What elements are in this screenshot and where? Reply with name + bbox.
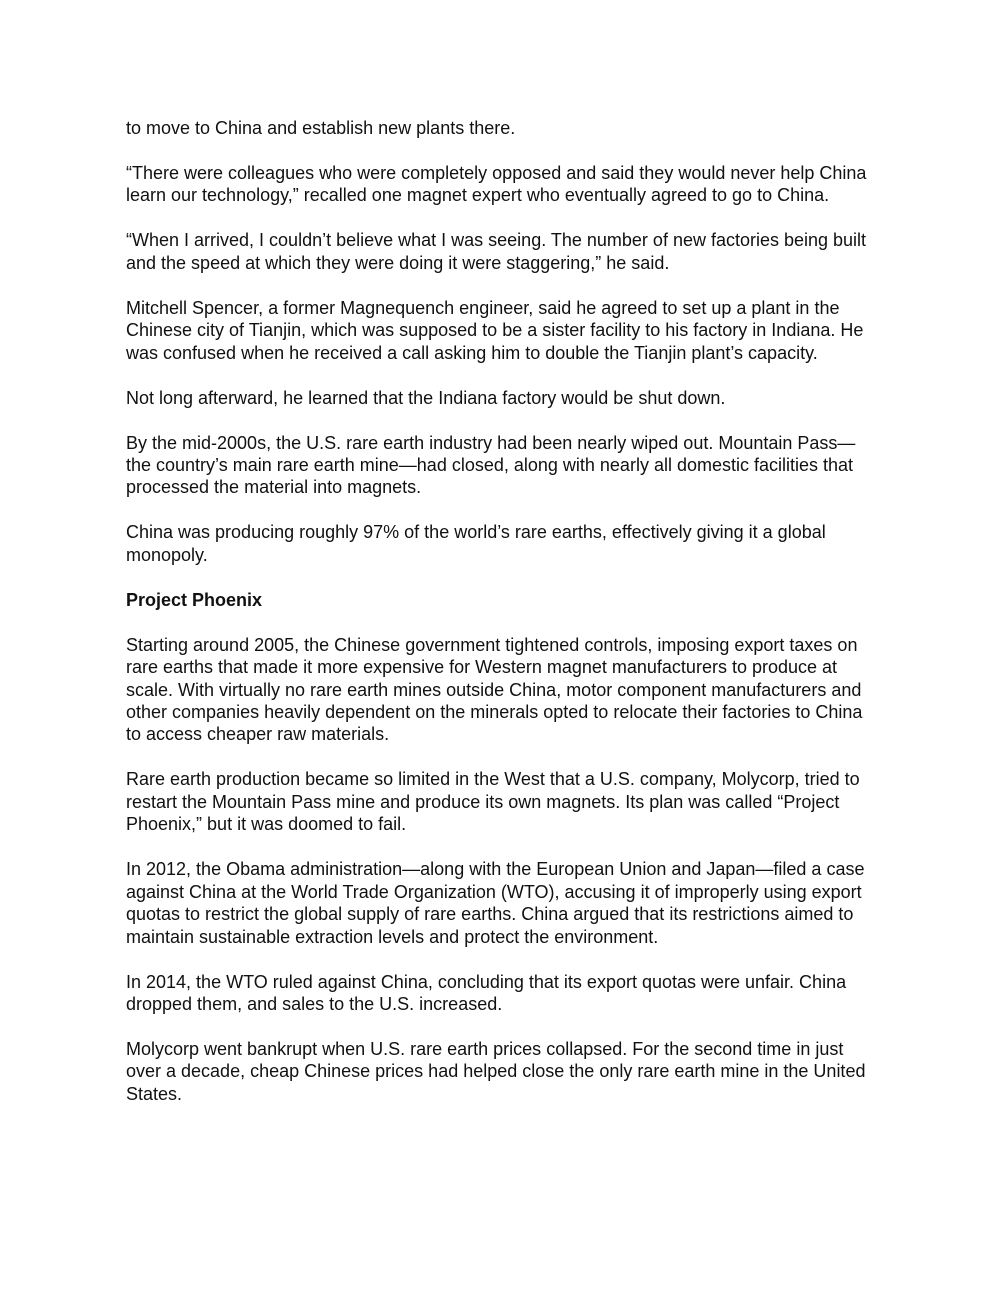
paragraph-arrival-quote: “When I arrived, I couldn’t believe what I was seeing. The number of new factories being built and the speed at which they were doing it were staggering,” he said.: [126, 230, 867, 273]
paragraph-colleagues-quote: “There were colleagues who were completely opposed and said they would never help China learn our technology,” recalled one magnet expert who eventually agreed to go to China.: [126, 163, 867, 206]
paragraph-indiana-shutdown: Not long afterward, he learned that the Indiana factory would be shut down.: [126, 387, 726, 408]
paragraph-wto-case: In 2012, the Obama administration—along with the European Union and Japan—filed a case against China at the World Trade Organization (WTO), accusing it of improperly using export quotas to restrict the global supply of rare earths. China argued that its restrictions aimed to maintain sustainable extraction levels and protect the environment.: [126, 859, 865, 947]
paragraph-molycorp-bankrupt: Molycorp went bankrupt when U.S. rare earth prices collapsed. For the second time in just over a decade, cheap Chinese prices had helped close the only rare earth mine in the United States.: [126, 1038, 866, 1104]
section-heading: Project Phoenix: [126, 589, 263, 610]
paragraph-mitchell-spencer: Mitchell Spencer, a former Magnequench engineer, said he agreed to set up a plant in the Chinese city of Tianjin, which was supposed to be a sister facility to his factory in Indiana. He was confused when he received a call asking him to double the Tianjin plant’s capacity.: [126, 297, 864, 363]
paragraph-export-controls: Starting around 2005, the Chinese government tightened controls, imposing export taxes on rare earths that made it more expensive for Western magnet manufacturers to produce at scale. With virtually no rare earth mines outside China, motor component manufacturers and other companies heavily dependent on the minerals opted to relocate their factories to China to access cheaper raw materials.: [126, 634, 863, 745]
paragraph-molycorp-phoenix: Rare earth production became so limited in the West that a U.S. company, Molycorp, tried to restart the Mountain Pass mine and produce its own magnets. Its plan was called “Project Phoenix,” but it was doomed to fail.: [126, 769, 860, 835]
document-page: [126, 117, 878, 1128]
paragraph-continuation: to move to China and establish new plants there.: [126, 118, 516, 138]
paragraph-mid-2000s: By the mid-2000s, the U.S. rare earth industry had been nearly wiped out. Mountain Pass—the country’s main rare earth mine—had closed, along with nearly all domestic facilities that processed the material into magnets.: [126, 432, 856, 498]
paragraph-wto-ruling: In 2014, the WTO ruled against China, concluding that its export quotas were unfair. China dropped them, and sales to the U.S. increased.: [126, 971, 847, 1014]
paragraph-china-monopoly: China was producing roughly 97% of the world’s rare earths, effectively giving it a global monopoly.: [126, 522, 826, 565]
